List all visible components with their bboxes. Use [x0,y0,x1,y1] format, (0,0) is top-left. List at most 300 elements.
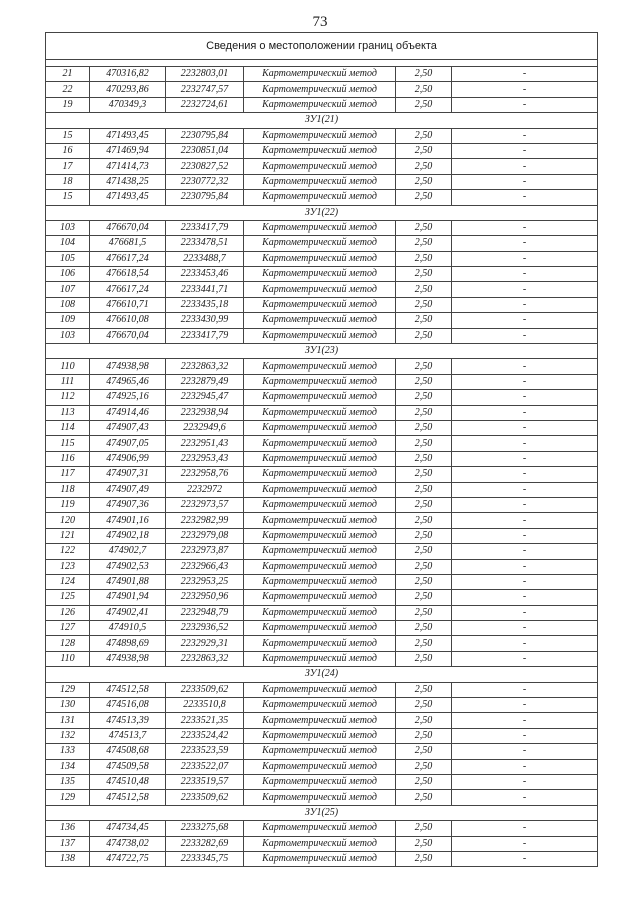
note-cell: - [452,651,598,666]
y-coordinate-cell: 2233441,71 [166,282,244,297]
point-number-cell: 16 [46,143,90,158]
method-cell: Картометрический метод [244,851,396,866]
point-number-cell: 129 [46,790,90,805]
table-row [46,544,598,559]
x-coordinate-cell: 474738,02 [90,836,166,851]
method-cell: Картометрический метод [244,190,396,205]
precision-cell: 2,50 [396,143,452,158]
method-cell: Картометрический метод [244,728,396,743]
table-row [46,451,598,466]
x-coordinate-cell: 474907,05 [90,436,166,451]
precision-cell: 2,50 [396,313,452,328]
table-title: Сведения о местоположении границ объекта [46,33,598,60]
x-coordinate-cell: 474513,7 [90,728,166,743]
y-coordinate-cell: 2232973,87 [166,544,244,559]
table-row [46,621,598,636]
x-coordinate-cell: 476617,24 [90,282,166,297]
precision-cell: 2,50 [396,374,452,389]
note-cell: - [452,236,598,251]
note-cell: - [452,528,598,543]
point-number-cell: 21 [46,67,90,82]
point-number-cell: 19 [46,97,90,112]
method-cell: Картометрический метод [244,621,396,636]
x-coordinate-cell: 470349,3 [90,97,166,112]
point-number-cell: 121 [46,528,90,543]
method-cell: Картометрический метод [244,513,396,528]
table-row [46,97,598,112]
method-cell: Картометрический метод [244,774,396,789]
x-coordinate-cell: 474907,49 [90,482,166,497]
y-coordinate-cell: 2232958,76 [166,467,244,482]
y-coordinate-cell: 2232803,01 [166,67,244,82]
y-coordinate-cell: 2233417,79 [166,220,244,235]
table-row [46,790,598,805]
note-cell: - [452,744,598,759]
precision-cell: 2,50 [396,682,452,697]
point-number-cell: 114 [46,420,90,435]
table-row [46,605,598,620]
section-header-row [46,205,598,220]
table-row [46,359,598,374]
point-number-cell: 22 [46,82,90,97]
point-number-cell: 110 [46,359,90,374]
y-coordinate-cell: 2233453,46 [166,267,244,282]
precision-cell: 2,50 [396,651,452,666]
point-number-cell: 133 [46,744,90,759]
point-number-cell: 129 [46,682,90,697]
table-row [46,774,598,789]
precision-cell: 2,50 [396,728,452,743]
y-coordinate-cell: 2233488,7 [166,251,244,266]
note-cell: - [452,174,598,189]
point-number-cell: 123 [46,559,90,574]
note-cell: - [452,190,598,205]
x-coordinate-cell: 474508,68 [90,744,166,759]
x-coordinate-cell: 474512,58 [90,682,166,697]
method-cell: Картометрический метод [244,405,396,420]
precision-cell: 2,50 [396,574,452,589]
method-cell: Картометрический метод [244,698,396,713]
method-cell: Картометрический метод [244,297,396,312]
method-cell: Картометрический метод [244,467,396,482]
precision-cell: 2,50 [396,390,452,405]
note-cell: - [452,143,598,158]
method-cell: Картометрический метод [244,544,396,559]
y-coordinate-cell: 2232979,08 [166,528,244,543]
table-row [46,82,598,97]
y-coordinate-cell: 2230772,32 [166,174,244,189]
method-cell: Картометрический метод [244,159,396,174]
point-number-cell: 113 [46,405,90,420]
note-cell: - [452,97,598,112]
precision-cell: 2,50 [396,559,452,574]
x-coordinate-cell: 474902,18 [90,528,166,543]
point-number-cell: 107 [46,282,90,297]
precision-cell: 2,50 [396,605,452,620]
method-cell: Картометрический метод [244,67,396,82]
table-row [46,698,598,713]
table-row [46,282,598,297]
precision-cell: 2,50 [396,267,452,282]
table-row [46,405,598,420]
table-row [46,159,598,174]
x-coordinate-cell: 474906,99 [90,451,166,466]
note-cell: - [452,436,598,451]
point-number-cell: 109 [46,313,90,328]
table-row [46,174,598,189]
note-cell: - [452,713,598,728]
x-coordinate-cell: 474938,98 [90,359,166,374]
precision-cell: 2,50 [396,790,452,805]
table-row [46,636,598,651]
precision-cell: 2,50 [396,220,452,235]
method-cell: Картометрический метод [244,559,396,574]
note-cell: - [452,636,598,651]
x-coordinate-cell: 474734,45 [90,821,166,836]
method-cell: Картометрический метод [244,313,396,328]
method-cell: Картометрический метод [244,713,396,728]
y-coordinate-cell: 2233430,99 [166,313,244,328]
x-coordinate-cell: 471493,45 [90,190,166,205]
y-coordinate-cell: 2232724,61 [166,97,244,112]
note-cell: - [452,328,598,343]
precision-cell: 2,50 [396,590,452,605]
note-cell: - [452,297,598,312]
x-coordinate-cell: 476618,54 [90,267,166,282]
table-row [46,836,598,851]
precision-cell: 2,50 [396,774,452,789]
table-row [46,143,598,158]
y-coordinate-cell: 2232951,43 [166,436,244,451]
spacer-row [46,60,598,67]
note-cell: - [452,497,598,512]
x-coordinate-cell: 474901,16 [90,513,166,528]
table-row [46,313,598,328]
table-row [46,682,598,697]
table-row [46,190,598,205]
section-label: ЗУ1(24) [46,667,598,682]
x-coordinate-cell: 470293,86 [90,82,166,97]
note-cell: - [452,467,598,482]
precision-cell: 2,50 [396,190,452,205]
note-cell: - [452,159,598,174]
x-coordinate-cell: 474925,16 [90,390,166,405]
y-coordinate-cell: 2232953,25 [166,574,244,589]
y-coordinate-cell: 2232953,43 [166,451,244,466]
precision-cell: 2,50 [396,821,452,836]
point-number-cell: 17 [46,159,90,174]
note-cell: - [452,682,598,697]
precision-cell: 2,50 [396,436,452,451]
y-coordinate-cell: 2232747,57 [166,82,244,97]
method-cell: Картометрический метод [244,390,396,405]
point-number-cell: 117 [46,467,90,482]
method-cell: Картометрический метод [244,220,396,235]
method-cell: Картометрический метод [244,590,396,605]
table-row [46,420,598,435]
x-coordinate-cell: 474902,41 [90,605,166,620]
note-cell: - [452,544,598,559]
point-number-cell: 15 [46,128,90,143]
method-cell: Картометрический метод [244,790,396,805]
y-coordinate-cell: 2233509,62 [166,790,244,805]
method-cell: Картометрический метод [244,605,396,620]
precision-cell: 2,50 [396,713,452,728]
x-coordinate-cell: 474898,69 [90,636,166,651]
boundary-coordinates-table [45,32,598,867]
y-coordinate-cell: 2232863,32 [166,651,244,666]
x-coordinate-cell: 476681,5 [90,236,166,251]
table-row [46,497,598,512]
method-cell: Картометрический метод [244,759,396,774]
point-number-cell: 15 [46,190,90,205]
table-row [46,482,598,497]
table-row [46,574,598,589]
x-coordinate-cell: 470316,82 [90,67,166,82]
section-label: ЗУ1(21) [46,113,598,128]
x-coordinate-cell: 474965,46 [90,374,166,389]
note-cell: - [452,251,598,266]
point-number-cell: 118 [46,482,90,497]
precision-cell: 2,50 [396,328,452,343]
y-coordinate-cell: 2233478,51 [166,236,244,251]
point-number-cell: 132 [46,728,90,743]
x-coordinate-cell: 474907,43 [90,420,166,435]
y-coordinate-cell: 2232863,32 [166,359,244,374]
point-number-cell: 124 [46,574,90,589]
y-coordinate-cell: 2233275,68 [166,821,244,836]
method-cell: Картометрический метод [244,143,396,158]
note-cell: - [452,790,598,805]
precision-cell: 2,50 [396,420,452,435]
x-coordinate-cell: 471414,73 [90,159,166,174]
x-coordinate-cell: 474901,88 [90,574,166,589]
table-row [46,267,598,282]
x-coordinate-cell: 474516,08 [90,698,166,713]
table-row [46,728,598,743]
section-header-row [46,667,598,682]
x-coordinate-cell: 474907,31 [90,467,166,482]
point-number-cell: 119 [46,497,90,512]
precision-cell: 2,50 [396,744,452,759]
method-cell: Картометрический метод [244,359,396,374]
method-cell: Картометрический метод [244,744,396,759]
point-number-cell: 104 [46,236,90,251]
table-row [46,128,598,143]
note-cell: - [452,559,598,574]
note-cell: - [452,482,598,497]
method-cell: Картометрический метод [244,236,396,251]
note-cell: - [452,851,598,866]
point-number-cell: 111 [46,374,90,389]
method-cell: Картометрический метод [244,82,396,97]
section-label: ЗУ1(22) [46,205,598,220]
y-coordinate-cell: 2230795,84 [166,190,244,205]
note-cell: - [452,420,598,435]
precision-cell: 2,50 [396,236,452,251]
precision-cell: 2,50 [396,128,452,143]
method-cell: Картометрический метод [244,528,396,543]
y-coordinate-cell: 2232950,96 [166,590,244,605]
point-number-cell: 128 [46,636,90,651]
table-body [46,33,598,867]
note-cell: - [452,67,598,82]
table-row [46,744,598,759]
table-row [46,851,598,866]
table-row [46,467,598,482]
point-number-cell: 116 [46,451,90,466]
section-header-row [46,344,598,359]
y-coordinate-cell: 2233524,42 [166,728,244,743]
precision-cell: 2,50 [396,174,452,189]
method-cell: Картометрический метод [244,328,396,343]
table-row [46,713,598,728]
method-cell: Картометрический метод [244,374,396,389]
precision-cell: 2,50 [396,759,452,774]
method-cell: Картометрический метод [244,482,396,497]
table-row [46,374,598,389]
y-coordinate-cell: 2232936,52 [166,621,244,636]
x-coordinate-cell: 474910,5 [90,621,166,636]
precision-cell: 2,50 [396,97,452,112]
precision-cell: 2,50 [396,82,452,97]
x-coordinate-cell: 471493,45 [90,128,166,143]
y-coordinate-cell: 2233522,07 [166,759,244,774]
y-coordinate-cell: 2232973,57 [166,497,244,512]
x-coordinate-cell: 476610,71 [90,297,166,312]
y-coordinate-cell: 2232945,47 [166,390,244,405]
precision-cell: 2,50 [396,636,452,651]
note-cell: - [452,82,598,97]
precision-cell: 2,50 [396,451,452,466]
section-label: ЗУ1(23) [46,344,598,359]
y-coordinate-cell: 2233345,75 [166,851,244,866]
note-cell: - [452,774,598,789]
point-number-cell: 103 [46,220,90,235]
x-coordinate-cell: 471469,94 [90,143,166,158]
point-number-cell: 130 [46,698,90,713]
x-coordinate-cell: 474902,7 [90,544,166,559]
precision-cell: 2,50 [396,698,452,713]
x-coordinate-cell: 474509,58 [90,759,166,774]
table-row [46,236,598,251]
y-coordinate-cell: 2233510,8 [166,698,244,713]
y-coordinate-cell: 2230827,52 [166,159,244,174]
section-header-row [46,113,598,128]
method-cell: Картометрический метод [244,436,396,451]
y-coordinate-cell: 2232982,99 [166,513,244,528]
note-cell: - [452,605,598,620]
x-coordinate-cell: 476670,04 [90,328,166,343]
precision-cell: 2,50 [396,251,452,266]
table-row [46,390,598,405]
x-coordinate-cell: 474510,48 [90,774,166,789]
point-number-cell: 137 [46,836,90,851]
x-coordinate-cell: 476670,04 [90,220,166,235]
note-cell: - [452,267,598,282]
note-cell: - [452,590,598,605]
note-cell: - [452,451,598,466]
x-coordinate-cell: 474722,75 [90,851,166,866]
note-cell: - [452,759,598,774]
point-number-cell: 134 [46,759,90,774]
x-coordinate-cell: 471438,25 [90,174,166,189]
point-number-cell: 105 [46,251,90,266]
point-number-cell: 135 [46,774,90,789]
precision-cell: 2,50 [396,282,452,297]
y-coordinate-cell: 2233417,79 [166,328,244,343]
method-cell: Картометрический метод [244,451,396,466]
note-cell: - [452,821,598,836]
precision-cell: 2,50 [396,467,452,482]
y-coordinate-cell: 2233435,18 [166,297,244,312]
note-cell: - [452,374,598,389]
table-row [46,297,598,312]
precision-cell: 2,50 [396,482,452,497]
y-coordinate-cell: 2233521,35 [166,713,244,728]
y-coordinate-cell: 2232966,43 [166,559,244,574]
method-cell: Картометрический метод [244,821,396,836]
section-header-row [46,805,598,820]
method-cell: Картометрический метод [244,128,396,143]
x-coordinate-cell: 476610,08 [90,313,166,328]
precision-cell: 2,50 [396,297,452,312]
note-cell: - [452,128,598,143]
precision-cell: 2,50 [396,497,452,512]
method-cell: Картометрический метод [244,97,396,112]
point-number-cell: 120 [46,513,90,528]
method-cell: Картометрический метод [244,174,396,189]
method-cell: Картометрический метод [244,497,396,512]
point-number-cell: 126 [46,605,90,620]
method-cell: Картометрический метод [244,636,396,651]
point-number-cell: 108 [46,297,90,312]
note-cell: - [452,405,598,420]
note-cell: - [452,390,598,405]
precision-cell: 2,50 [396,67,452,82]
point-number-cell: 138 [46,851,90,866]
note-cell: - [452,621,598,636]
note-cell: - [452,836,598,851]
note-cell: - [452,282,598,297]
note-cell: - [452,359,598,374]
point-number-cell: 112 [46,390,90,405]
note-cell: - [452,574,598,589]
x-coordinate-cell: 476617,24 [90,251,166,266]
method-cell: Картометрический метод [244,282,396,297]
table-row [46,513,598,528]
note-cell: - [452,698,598,713]
table-row [46,220,598,235]
point-number-cell: 136 [46,821,90,836]
table-row [46,67,598,82]
x-coordinate-cell: 474938,98 [90,651,166,666]
y-coordinate-cell: 2232972 [166,482,244,497]
method-cell: Картометрический метод [244,836,396,851]
precision-cell: 2,50 [396,405,452,420]
method-cell: Картометрический метод [244,682,396,697]
table-row [46,559,598,574]
note-cell: - [452,313,598,328]
table-row [46,528,598,543]
point-number-cell: 103 [46,328,90,343]
y-coordinate-cell: 2230851,04 [166,143,244,158]
table-row [46,436,598,451]
method-cell: Картометрический метод [244,651,396,666]
x-coordinate-cell: 474513,39 [90,713,166,728]
table-row [46,651,598,666]
x-coordinate-cell: 474901,94 [90,590,166,605]
